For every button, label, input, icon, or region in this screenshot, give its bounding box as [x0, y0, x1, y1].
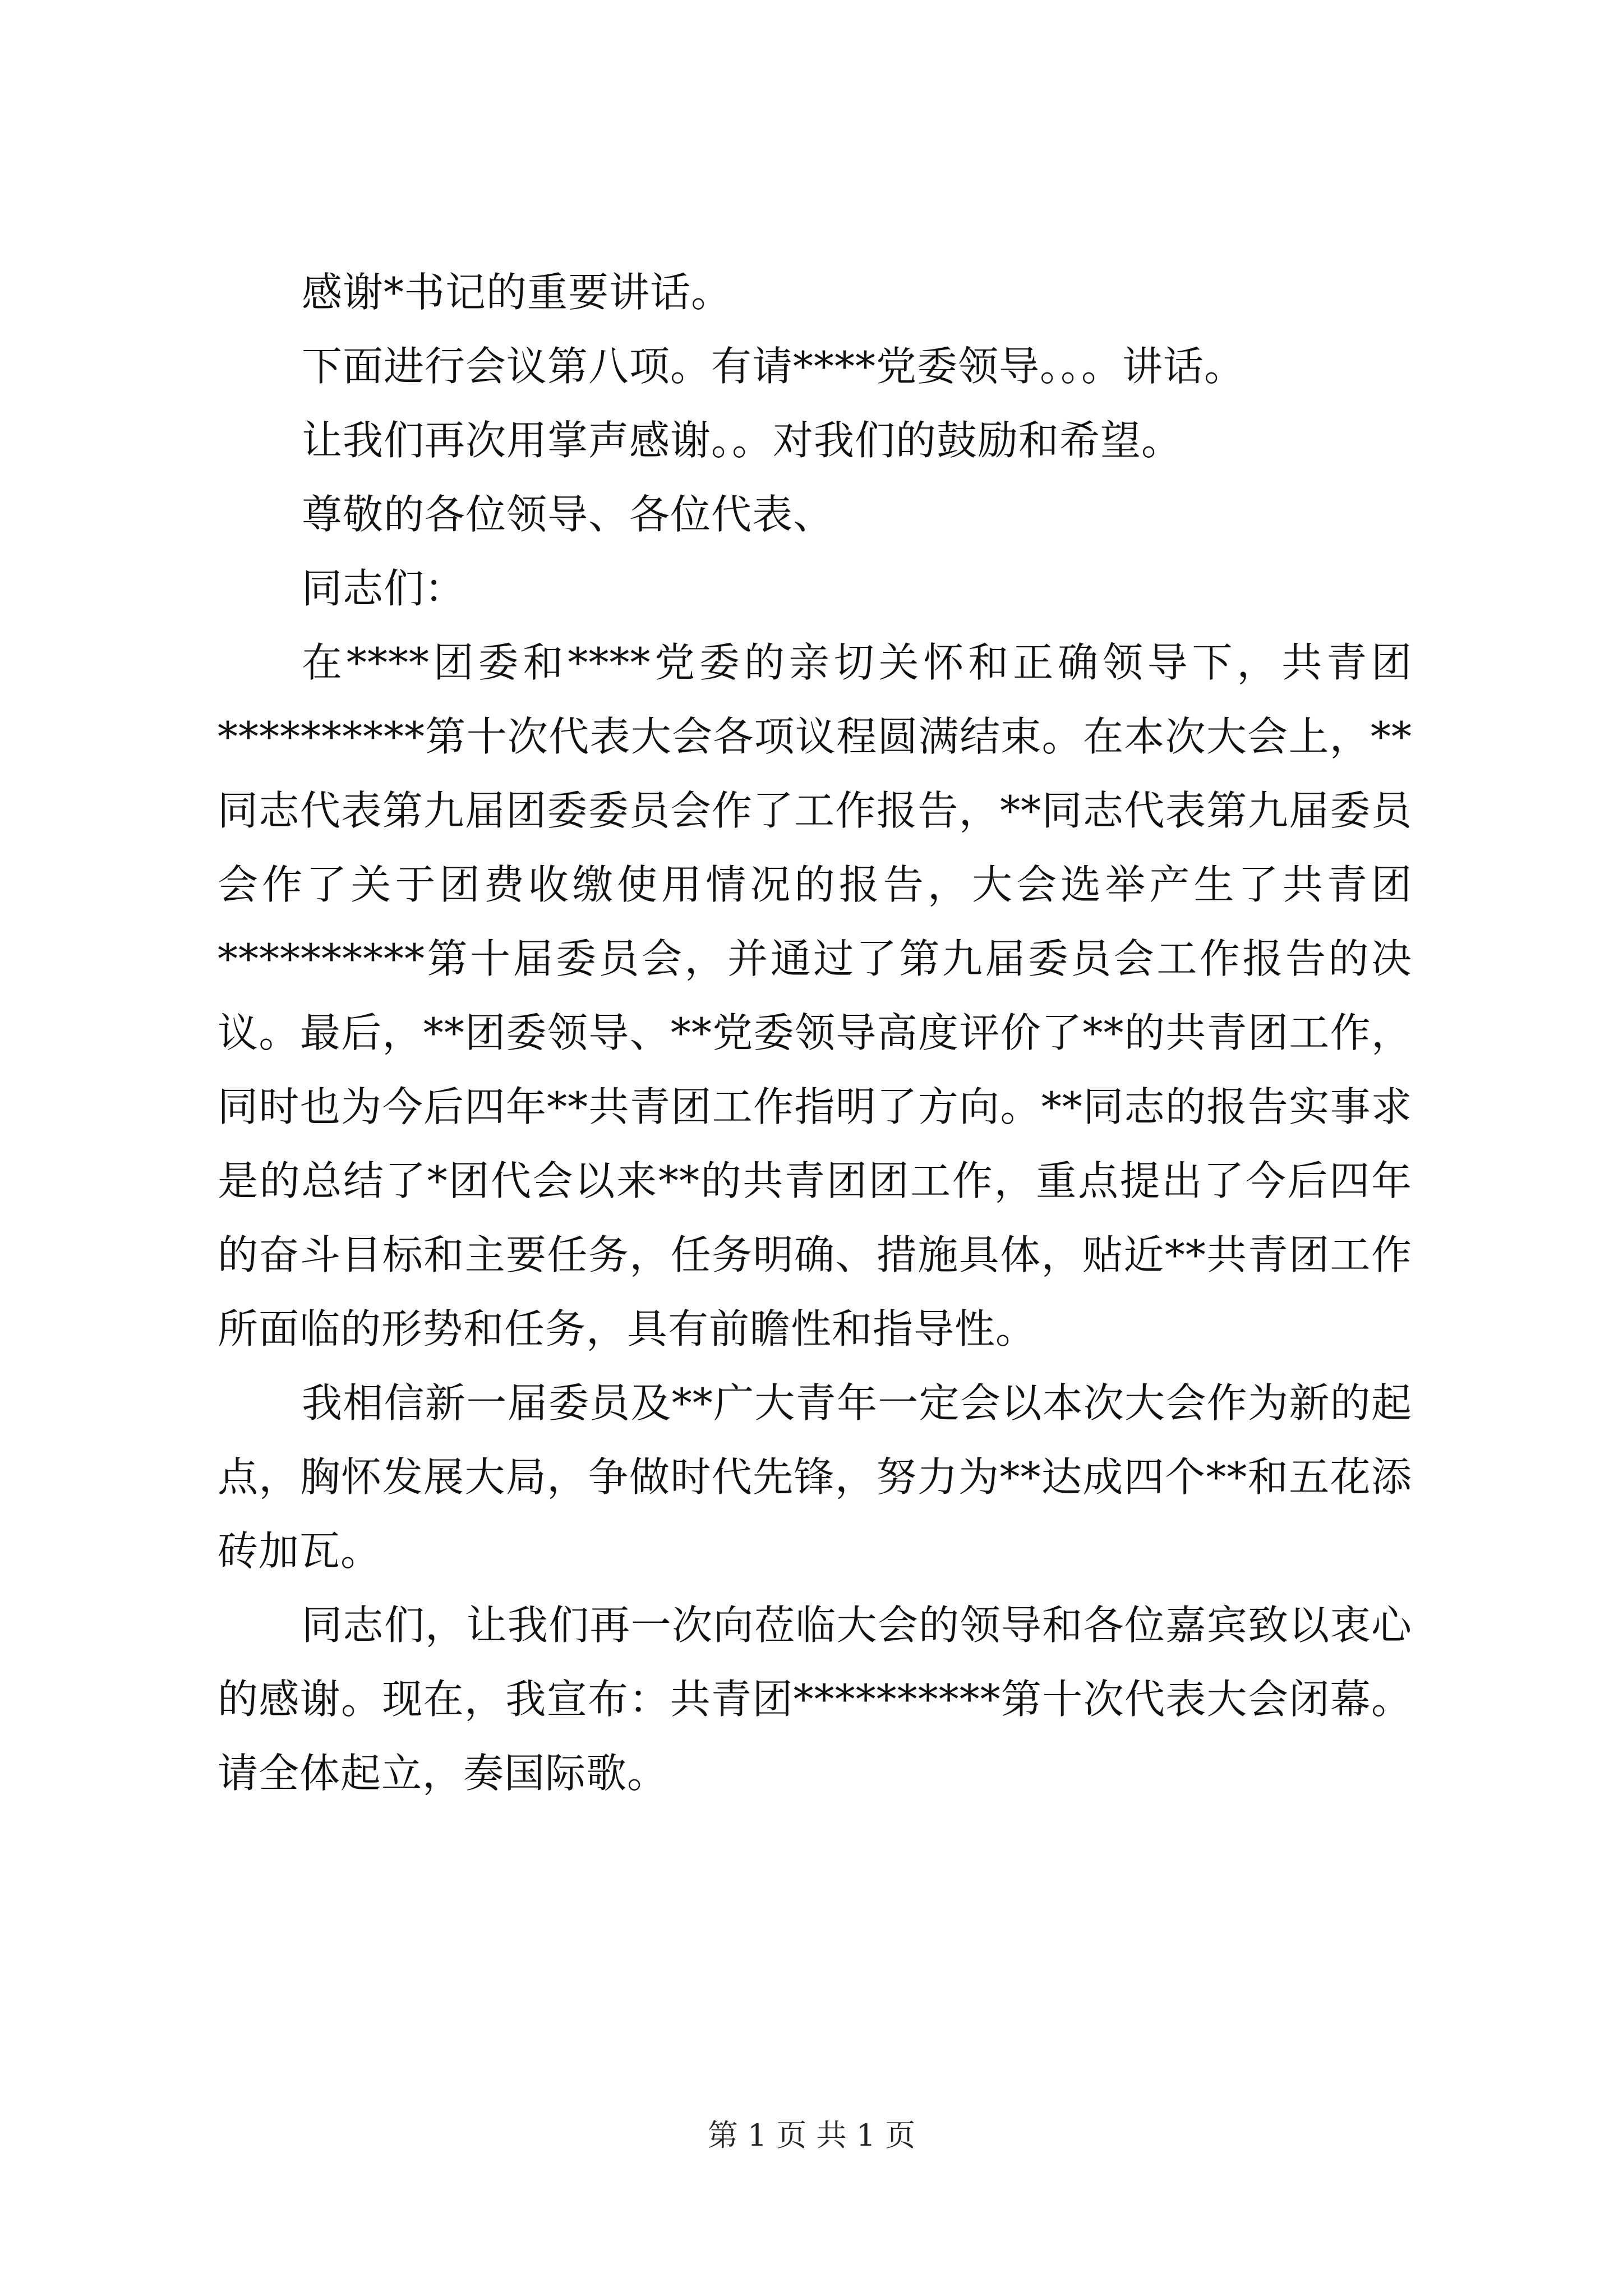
paragraph-new-committee: 我相信新一届委员及**广大青年一定会以本次大会作为新的起点，胸怀发展大局，争做时代先锋，努力为**达成四个**和五花添砖加瓦。: [218, 1379, 1412, 1575]
paragraph-salutation-leaders: 尊敬的各位领导、各位代表、: [302, 491, 834, 538]
paragraph-closing-declaration: 同志们，让我们再一次向莅临大会的领导和各位嘉宾致以衷心的感谢。现在，我宣布：共青团**********第十次代表大会闭幕。请全体起立，奏国际歌。: [218, 1602, 1412, 1797]
paragraph-thanks-speech: 感谢*书记的重要讲话。: [302, 269, 732, 316]
paragraph-agenda-item-eight: 下面进行会议第八项。有请****党委领导。。。讲话。: [302, 343, 1246, 390]
paragraph-applause: 让我们再次用掌声感谢。。对我们的鼓励和希望。: [302, 417, 1183, 464]
document-body: [218, 255, 1412, 1810]
paragraph-salutation-comrades: 同志们：: [302, 565, 466, 612]
paragraph-congress-summary: 在****团委和****党委的亲切关怀和正确领导下，共青团**********第十次代表大会各项议程圆满结束。在本次大会上，**同志代表第九届团委委员会作了工作报告，**同志代表第九届委员会作了关于团费收缴使用情况的报告，大会选举产生了共青团**********第十届委员会，并通过了第九届委员会工作报告的决议。最后，**团委领导、**党委领导高度评价了**的共青团工作，同时也为今后四年**共青团工作指明了方向。**同志的报告实事求是的总结了*团代会以来**的共青团团工作，重点提出了今后四年的奋斗目标和主要任务，任务明确、措施具体，贴近**共青团工作所面临的形势和任务，具有前瞻性和指导性。: [218, 639, 1412, 1352]
page-number-footer: 第 1 页 共 1 页: [707, 2118, 916, 2153]
